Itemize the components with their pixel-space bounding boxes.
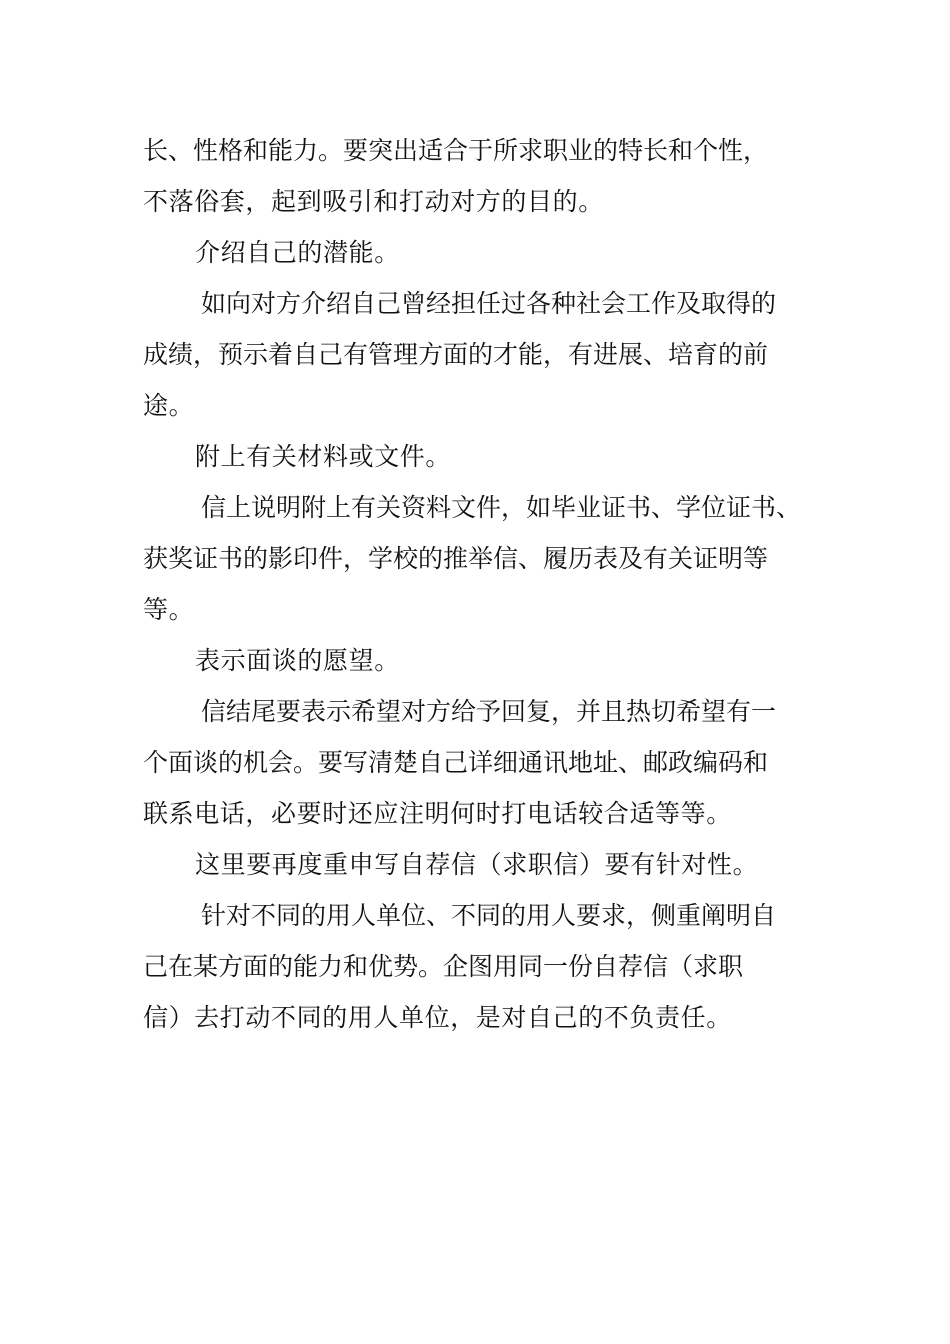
text-line: 获奖证书的影印件，学校的推举信、履历表及有关证明等 — [143, 544, 769, 573]
text-line: 信）去打动不同的用人单位，是对自己的不负责任。 — [143, 1003, 732, 1032]
text-line: 成绩，预示着自己有管理方面的才能，有进展、培育的前 — [143, 340, 769, 369]
section-heading: 介绍自己的潜能。 — [195, 238, 400, 267]
text-line: 长、性格和能力。要突出适合于所求职业的特长和个性， — [143, 136, 769, 165]
text-line: 不落俗套，起到吸引和打动对方的目的。 — [143, 187, 604, 216]
text-line: 等。 — [143, 595, 195, 624]
document-body — [143, 125, 813, 1043]
section-heading: 表示面谈的愿望。 — [195, 646, 400, 675]
text-line: 途。 — [143, 391, 195, 420]
text-line: 针对不同的用人单位、不同的用人要求，侧重阐明自 — [201, 901, 777, 930]
text-line: 信结尾要表示希望对方给予回复，并且热切希望有一 — [201, 697, 777, 726]
text-line: 个面谈的机会。要写清楚自己详细通讯地址、邮政编码和 — [143, 748, 769, 777]
text-line: 信上说明附上有关资料文件，如毕业证书、学位证书、 — [201, 493, 802, 522]
text-line: 如向对方介绍自己曾经担任过各种社会工作及取得的 — [201, 289, 777, 318]
text-line: 联系电话，必要时还应注明何时打电话较合适等等。 — [143, 799, 732, 828]
section-heading: 这里要再度重申写自荐信（求职信）要有针对性。 — [195, 850, 759, 879]
section-heading: 附上有关材料或文件。 — [195, 442, 452, 471]
text-line: 己在某方面的能力和优势。企图用同一份自荐信（求职 — [143, 952, 744, 981]
